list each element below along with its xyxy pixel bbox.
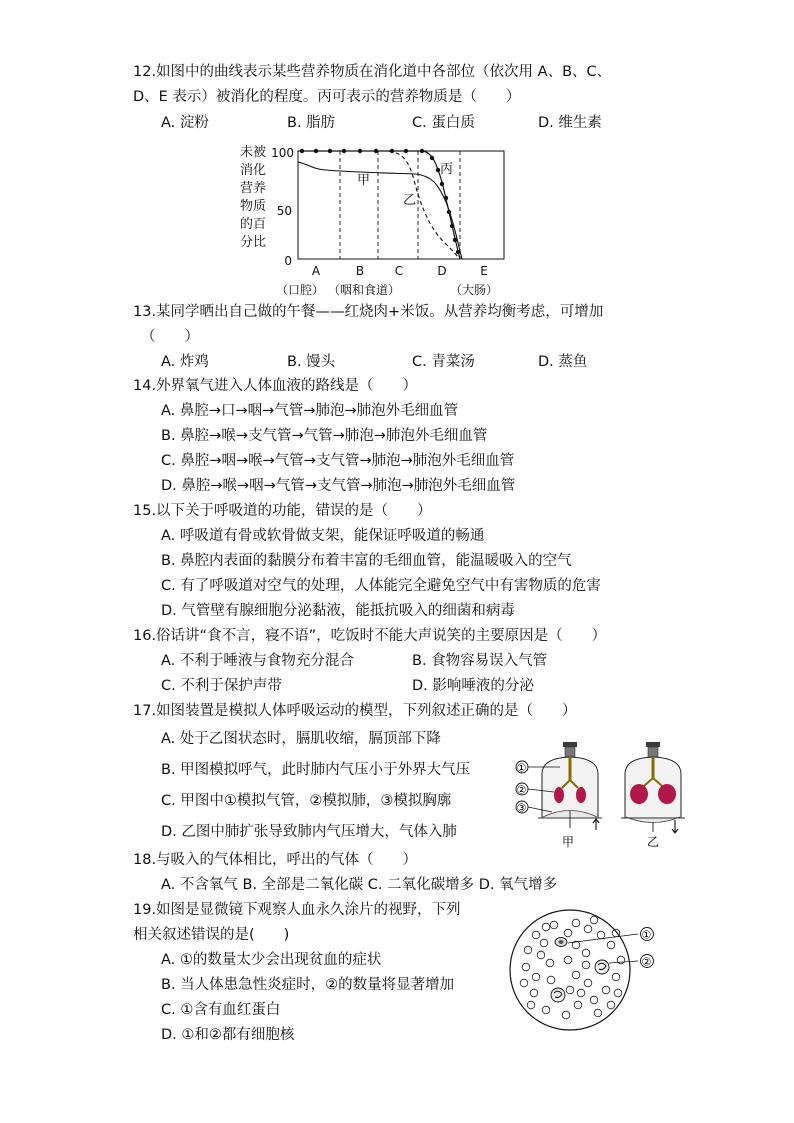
q19-option-c[interactable]: C. ①含有血红蛋白 — [161, 1002, 281, 1018]
curve-bing — [298, 151, 460, 259]
q16-option-d[interactable]: D. 影响唾液的分泌 — [412, 678, 534, 694]
section-note-pharynx: （咽和食道） — [328, 283, 401, 297]
q16-stem: 16.俗话讲“食不言，寝不语”，吃饭时不能大声说笑的主要原因是（ ） — [133, 628, 607, 644]
ylabel-line: 营养 — [240, 181, 267, 196]
q13-stem-line2: （ ） — [141, 329, 199, 345]
q12-option-c[interactable]: C. 蛋白质 — [412, 115, 475, 131]
q17-option-a[interactable]: A. 处于乙图状态时，膈肌收缩，膈顶部下降 — [161, 731, 441, 747]
blood-smear-figure — [506, 905, 666, 1035]
wbc-cell-2 — [595, 960, 609, 974]
q13-option-a[interactable]: A. 炸鸡 — [161, 354, 209, 370]
q14-option-d[interactable]: D. 鼻腔→喉→咽→气管→支气管→肺泡→肺泡外毛细血管 — [161, 478, 516, 494]
digestion-curve-figure — [236, 140, 516, 300]
section-e: E — [480, 264, 488, 278]
marker-2: ② — [516, 783, 527, 797]
q17-option-d[interactable]: D. 乙图中肺扩张导致肺内气压增大，气体入肺 — [161, 824, 457, 840]
ytick-100: 100 — [271, 146, 294, 160]
q18-options[interactable]: A. 不含氧气 B. 全部是二氧化碳 C. 二氧化碳增多 D. 氧气增多 — [161, 877, 558, 893]
section-d: D — [437, 264, 447, 278]
jar-jia — [538, 742, 602, 830]
q16-option-b[interactable]: B. 食物容易误入气管 — [412, 653, 548, 669]
q12-option-b[interactable]: B. 脂肪 — [287, 115, 336, 131]
marker-2: ② — [641, 955, 652, 969]
plot-frame — [298, 151, 504, 259]
section-b: B — [355, 264, 365, 278]
q12-option-a[interactable]: A. 淀粉 — [161, 115, 209, 131]
marker-1: ① — [516, 761, 527, 775]
q19-option-a[interactable]: A. ①的数量太少会出现贫血的症状 — [161, 952, 382, 968]
q16-option-a[interactable]: A. 不利于唾液与食物充分混合 — [161, 653, 354, 669]
q19-stem-line2: 相关叙述错误的是( ) — [133, 927, 290, 943]
ylabel-line: 分比 — [240, 235, 267, 250]
section-c: C — [394, 264, 404, 278]
section-note-mouth: （口腔） — [276, 283, 325, 297]
breathing-model-figure — [510, 740, 700, 852]
wbc-cell-3 — [551, 988, 565, 1002]
q13-option-d[interactable]: D. 蒸鱼 — [538, 354, 588, 370]
curve-label-bing: 丙 — [440, 162, 454, 177]
q14-option-a[interactable]: A. 鼻腔→口→咽→气管→肺泡→肺泡外毛细血管 — [161, 403, 459, 419]
curve-jia — [298, 162, 462, 259]
curve-label-yi: 乙 — [403, 193, 417, 208]
ytick-50: 50 — [276, 204, 292, 218]
q18-stem: 18.与吸入的气体相比，呼出的气体（ ） — [133, 852, 418, 868]
section-a: A — [311, 264, 321, 278]
q19-stem-line1: 19.如图是显微镜下观察人血永久涂片的视野，下列 — [133, 902, 461, 918]
q14-option-b[interactable]: B. 鼻腔→喉→支气管→气管→肺泡→肺泡外毛细血管 — [161, 428, 488, 444]
q15-option-c[interactable]: C. 有了呼吸道对空气的处理，人体能完全避免空气中有害物质的危害 — [161, 578, 601, 594]
ylabel-line: 物质 — [240, 199, 267, 214]
q16-option-c[interactable]: C. 不利于保护声带 — [161, 678, 282, 694]
marker-3: ③ — [516, 801, 527, 815]
curve-label-jia: 甲 — [357, 173, 371, 188]
q15-option-d[interactable]: D. 气管壁有腺细胞分泌黏液，能抵抗吸入的细菌和病毒 — [161, 603, 515, 619]
q14-option-c[interactable]: C. 鼻腔→咽→喉→气管→支气管→肺泡→肺泡外毛细血管 — [161, 453, 515, 469]
q13-option-c[interactable]: C. 青菜汤 — [412, 354, 475, 370]
curve-yi — [298, 151, 460, 259]
q17-option-b[interactable]: B. 甲图模拟呼气，此时肺内气压小于外界大气压 — [161, 762, 471, 778]
section-note-large-intestine: （大肠） — [450, 283, 499, 297]
caption-yi: 乙 — [647, 835, 660, 849]
q13-stem-line1: 13.某同学晒出自己做的午餐——红烧肉+米饭。从营养均衡考虑，可增加 — [133, 304, 604, 320]
q19-option-b[interactable]: B. 当人体患急性炎症时，②的数量将显著增加 — [161, 977, 455, 993]
q15-option-a[interactable]: A. 呼吸道有骨或软骨做支架，能保证呼吸道的畅通 — [161, 528, 485, 544]
q13-option-b[interactable]: B. 馒头 — [287, 354, 336, 370]
jar-yi — [621, 742, 685, 833]
q12-stem-line1: 12.如图中的曲线表示某些营养物质在消化道中各部位（依次用 A、B、C、 — [133, 64, 612, 80]
ytick-0: 0 — [284, 254, 292, 268]
marker-1: ① — [641, 928, 652, 942]
q15-stem: 15.以下关于呼吸道的功能，错误的是（ ） — [133, 503, 432, 519]
q17-stem: 17.如图装置是模拟人体呼吸运动的模型，下列叙述正确的是（ ） — [133, 703, 577, 719]
caption-jia: 甲 — [562, 835, 575, 849]
q15-option-b[interactable]: B. 鼻腔内表面的黏膜分布着丰富的毛细血管，能温暖吸入的空气 — [161, 553, 572, 569]
ylabel-line: 消化 — [240, 163, 267, 178]
q12-option-d[interactable]: D. 维生素 — [538, 115, 602, 131]
q17-option-c[interactable]: C. 甲图中①模拟气管，②模拟肺，③模拟胸廓 — [161, 793, 452, 809]
ylabel-line: 的百 — [240, 217, 267, 232]
q14-stem: 14.外界氧气进入人体血液的路线是（ ） — [133, 378, 418, 394]
ylabel-line: 未被 — [240, 145, 267, 160]
q19-option-d[interactable]: D. ①和②都有细胞核 — [161, 1027, 295, 1043]
q12-stem-line2: D、E 表示）被消化的程度。丙可表示的营养物质是（ ） — [133, 89, 521, 105]
